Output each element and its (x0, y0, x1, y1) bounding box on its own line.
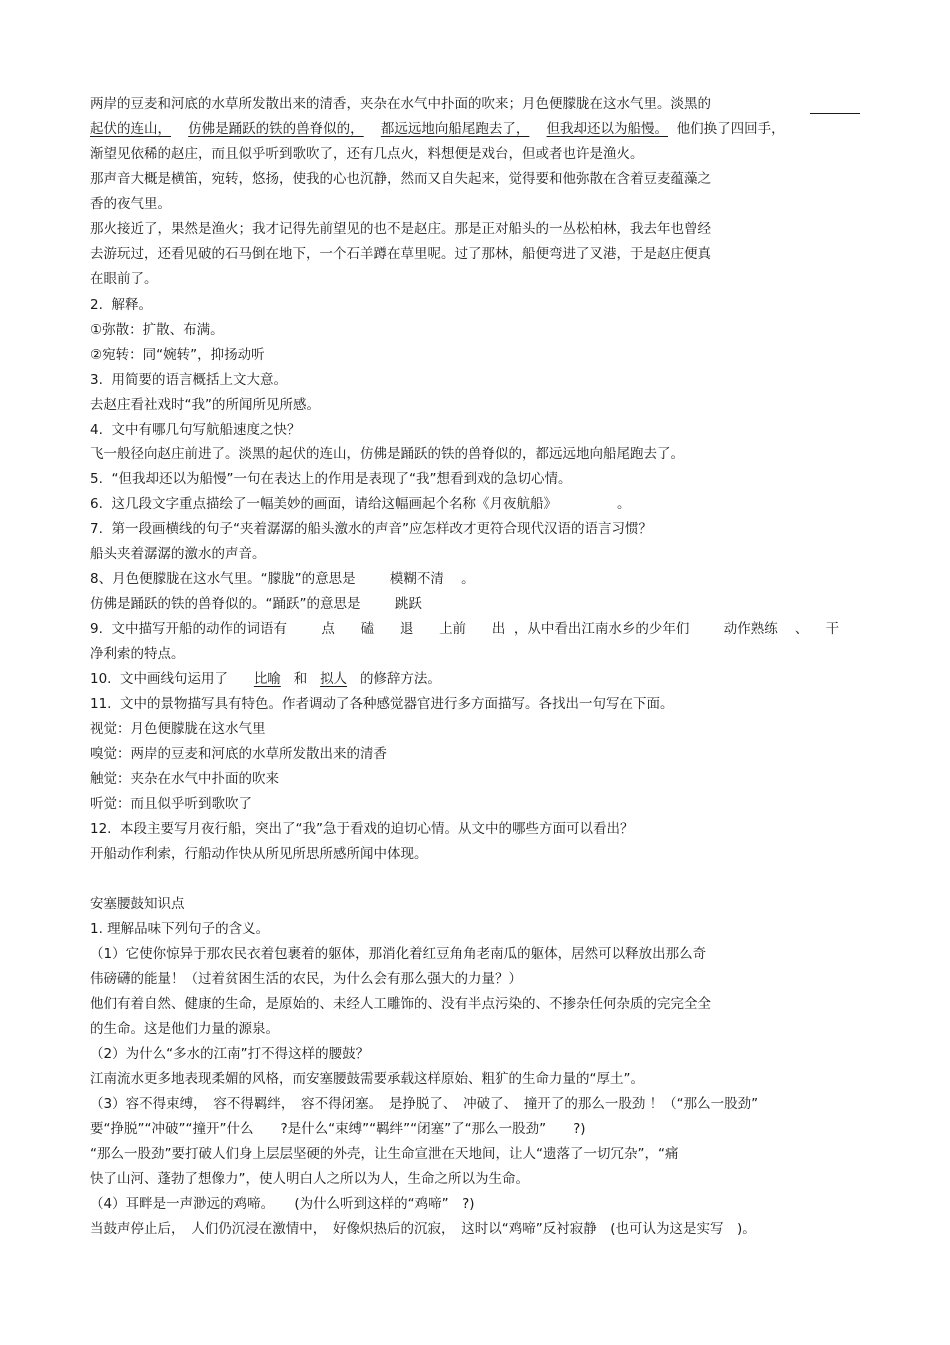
question-10-text: 10. 文中画线句运用了 (90, 671, 229, 687)
question-8-answer: 跳跃 (394, 596, 422, 612)
section-heading: 安塞腰鼓知识点 (90, 896, 185, 912)
question-8-line-1 (90, 570, 475, 588)
question-6-text: 6. 这几段文字重点描绘了一幅美妙的画面，请给这幅画起个名称《月夜航船》 (90, 496, 557, 512)
passage-line-1: 两岸的豆麦和河底的水草所发散出来的清香，夹杂在水气中扑面的吹来；月色便朦胧在这水气里。淡黑的 (90, 96, 711, 112)
question-10 (90, 670, 441, 688)
sentence-3-line-1: （3）容不得束缚， 容不得羁绊， 容不得闭塞。 是挣脱了、 冲破了、 撞开了的那么一股劲 ！（“那么一股劲” (90, 1096, 759, 1112)
sentence-3-line-4: 快了山河、蓬勃了想像力”，使人明白人之所以为人，生命之所以为生命。 (90, 1171, 529, 1187)
passage-line-7: 去游玩过，还看见破的石马倒在地下，一个石羊蹲在草里呢。过了那林，船便弯进了叉港，于是赵庄便真 (90, 246, 711, 262)
blank-line (810, 113, 860, 114)
sentence-4-line-1: （4）耳畔是一声渺远的鸡啼。 (为什么听到这样的“鸡啼” ?) (90, 1196, 475, 1212)
passage-line-3: 渐望见依稀的赵庄，而且似乎听到歌吹了，还有几点火，料想便是戏台，但或者也许是渔火。 (90, 146, 644, 162)
question-10-answer: 拟人 (320, 671, 348, 687)
question-9-text: 9. 文中描写开船的动作的词语有 (90, 621, 287, 637)
question-2-answer-2: ②宛转：同“婉转”，抑扬动听 (90, 347, 265, 363)
sentence-4-line-2: 当鼓声停止后， 人们仍沉浸在激情中， 好像炽热后的沉寂， 这时以“鸡啼”反衬寂静 (也可认为这是实写 )。 (90, 1221, 756, 1237)
question-8-text: 仿佛是踊跃的铁的兽脊似的。“踊跃”的意思是 (90, 596, 361, 612)
question-3-title: 3. 用简要的语言概括上文大意。 (90, 372, 287, 388)
passage-line-6: 那火接近了，果然是渔火；我才记得先前望见的也不是赵庄。那是正对船头的一丛松柏林，我去年也曾经 (90, 221, 711, 237)
question-6 (90, 495, 631, 513)
question-8-answer: 模糊不清 (389, 571, 444, 587)
sentence-3-line-2: 要“挣脱”“冲破”“撞开”什么 ?是什么“束缚”“羁绊”“闭塞”了“那么一股劲” ?) (90, 1121, 586, 1137)
question-7-answer: 船头夹着潺潺的激水的声音。 (90, 546, 266, 562)
question-7-title: 7. 第一段画横线的句子“夹着潺潺的船头激水的声音”应怎样改才更符合现代汉语的语言习惯？ (90, 521, 652, 537)
question-12-title: 12. 本段主要写月夜行船，突出了“我”急于看戏的迫切心情。从文中的哪些方面可以看出？ (90, 821, 634, 837)
question-6-end: 。 (617, 496, 631, 512)
question-9-word: 出 (491, 621, 506, 637)
question-3-answer: 去赵庄看社戏时“我”的所闻所见所感。 (90, 397, 320, 413)
question-9-word: 退 (399, 621, 414, 637)
underlined-phrase: 起伏的连山， (90, 121, 171, 137)
passage-text: 他们换了四回手， (676, 121, 785, 137)
passage-line-5: 香的夜气里。 (90, 196, 171, 212)
question-4-answer: 飞一般径向赵庄前进了。淡黑的起伏的连山，仿佛是踊跃的铁的兽脊似的，都远远地向船尾跑去了。 (90, 446, 684, 462)
question-12-answer: 开船动作利索，行船动作快从所见所思所感所闻中体现。 (90, 846, 428, 862)
question-10-text: 和 (293, 671, 308, 687)
sentence-1-line-3: 他们有着自然、健康的生命，是原始的、未经人工雕饰的、没有半点污染的、不掺杂任何杂质的完完全全 (90, 996, 711, 1012)
underlined-phrase: 但我却还以为船慢。 (546, 121, 669, 137)
question-9-sep: 、 (794, 621, 809, 637)
question-9-line-2: 净利索的特点。 (90, 646, 185, 662)
question-9-word: 点 (321, 621, 335, 637)
passage-line-8: 在眼前了。 (90, 271, 158, 287)
question-5: 5. “但我却还以为船慢”一句在表达上的作用是表现了“我”想看到戏的急切心情。 (90, 471, 572, 487)
question-11-visual: 视觉：月色便朦胧在这水气里 (90, 721, 266, 737)
question-2-title: 2. 解释。 (90, 297, 152, 313)
question-11-touch: 触觉：夹杂在水气中扑面的吹来 (90, 771, 279, 787)
underlined-phrase: 都远远地向船尾跑去了， (380, 121, 530, 137)
sentence-1-line-4: 的生命。这是他们力量的源泉。 (90, 1021, 279, 1037)
question-11-smell: 嗅觉：两岸的豆麦和河底的水草所发散出来的清香 (90, 746, 387, 762)
sentence-2-line-1: （2）为什么“多水的江南”打不得这样的腰鼓？ (90, 1046, 370, 1062)
sentence-3-line-3: “那么一股劲”要打破人们身上层层坚硬的外壳，让生命宣泄在天地间，让人“遗落了一切冗杂”，“痛 (90, 1146, 679, 1162)
question-9-text: 干 (825, 621, 840, 637)
question-9-answer: 动作熟练 (723, 621, 778, 637)
question-9-text: ，从中看出江南水乡的少年们 (513, 621, 690, 637)
question-2-answer-1: ①弥散：扩散、布满。 (90, 322, 224, 338)
question-11-title: 11. 文中的景物描写具有特色。作者调动了各种感觉器官进行多方面描写。各找出一句写在下面。 (90, 696, 674, 712)
question-9-line-1 (90, 620, 839, 638)
question-8-line-2 (90, 595, 422, 613)
question-9-word: 磕 (360, 621, 375, 637)
sentence-1-line-2: 伟磅礴的能量！（过着贫困生活的农民，为什么会有那么强大的力量？） (90, 971, 522, 987)
question-11-hearing: 听觉：而且似乎听到歌吹了 (90, 796, 252, 812)
question-9-word: 上前 (439, 621, 467, 637)
question-10-text: 的修辞方法。 (359, 671, 441, 687)
question-4-title: 4. 文中有哪几句写航船速度之快？ (90, 422, 301, 438)
passage-line-2 (90, 120, 785, 138)
section-item-1: 1. 理解品味下列句子的含义。 (90, 921, 270, 937)
underlined-phrase: 仿佛是踊跃的铁的兽脊似的， (188, 121, 364, 137)
question-8-text: 8、月色便朦胧在这水气里。“朦胧”的意思是 (90, 571, 356, 587)
passage-line-4: 那声音大概是横笛，宛转，悠扬，使我的心也沉静，然而又自失起来，觉得要和他弥散在含着豆麦蕴藻之 (90, 171, 711, 187)
question-8-end: 。 (461, 571, 475, 587)
question-10-answer: 比喻 (253, 671, 281, 687)
sentence-1-line-1: （1）它使你惊异于那农民衣着包裹着的躯体，那消化着红豆角角老南瓜的躯体，居然可以释放出那么奇 (90, 946, 707, 962)
sentence-2-line-2: 江南流水更多地表现柔媚的风格，而安塞腰鼓需要承载这样原始、粗犷的生命力量的“厚土”。 (90, 1071, 644, 1087)
